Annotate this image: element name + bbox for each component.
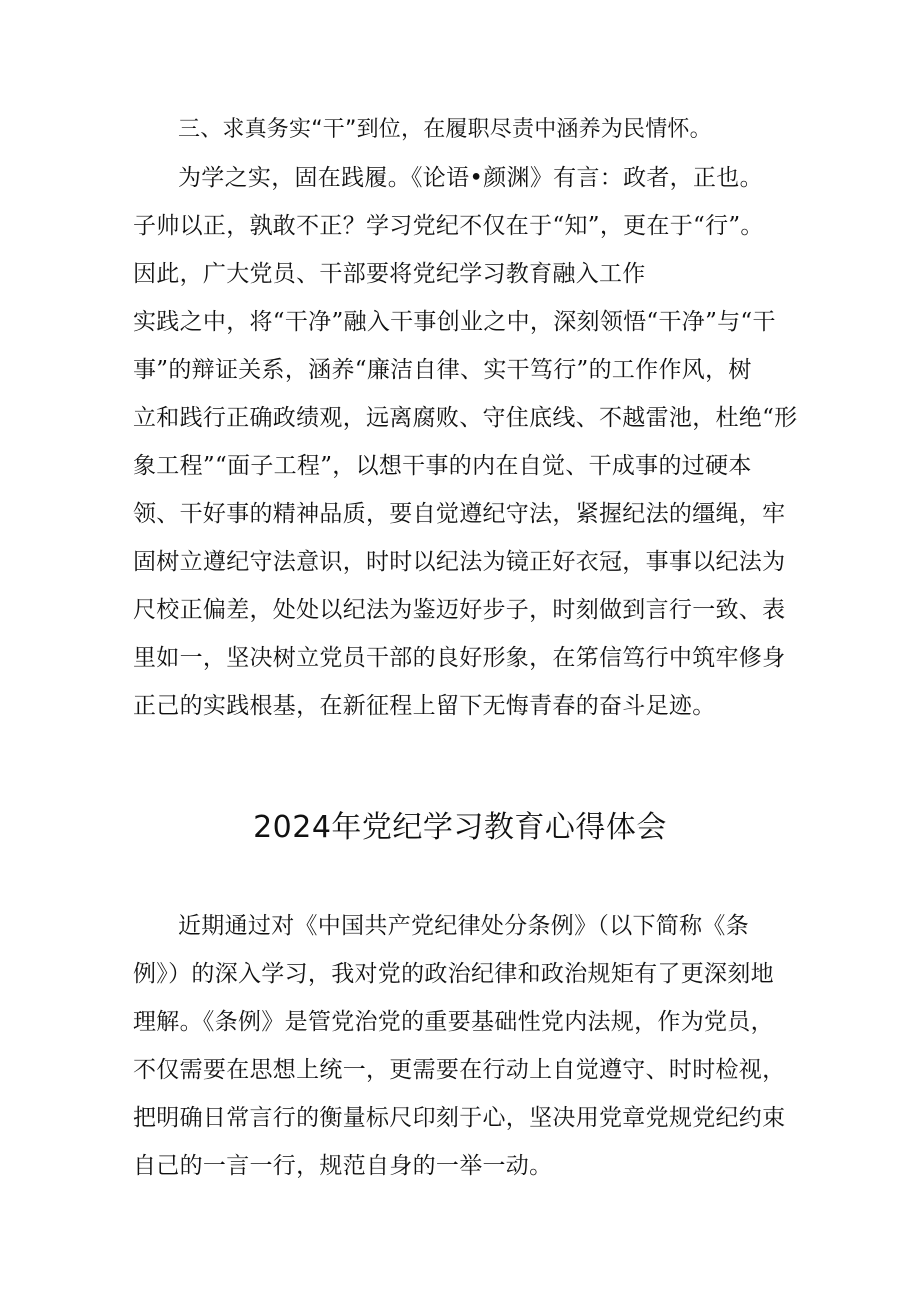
paragraph-line: 近期通过对《中国共产党纪律处分条例》（以下简称《条 (178, 913, 749, 939)
paragraph-line: 正己的实践根基，在新征程上留下无悔青春的奋斗足迹。 (133, 693, 716, 719)
paragraph-line: 把明确日常言行的衡量标尺印刻于心，坚决用党章党规党纪约束 (133, 1105, 786, 1131)
paragraph-line: 立和践行正确政绩观，远离腐败、守住底线、不越雷池，杜绝“形 (133, 405, 798, 431)
paragraph-line: 里如一，坚决树立党员干部的良好形象，在笫信笃行中筑牢修身 (133, 645, 786, 671)
paragraph-line: 尺校正偏差，处处以纪法为鉴迈好步子，时刻做到言行一致、表 (133, 597, 786, 623)
paragraph-line: 为学之实，固在践履。《论语•颜渊》有言：政者，正也。 (178, 165, 763, 191)
paragraph-line: 象工程”“面子工程”，以想干事的内在自觉、干成事的过硬本 (133, 453, 752, 479)
paragraph-line: 理解。《条例》是管党治党的重要基础性党内法规，作为党员， (133, 1009, 774, 1035)
paragraph-line: 不仅需要在思想上统一，更需要在行动上自觉遵守、时时检视， (133, 1057, 786, 1083)
paragraph-line: 事”的辩证关系，涵养“廉洁自律、实干笃行”的工作作风，树 (133, 357, 752, 383)
paragraph-line: 子帅以正，孰敢不正？学习党纪不仅在于“知”，更在于“行”。 (133, 213, 764, 239)
paragraph-line: 实践之中，将“干净”融入干事创业之中，深刻领悟“干净”与“干 (133, 309, 776, 335)
section-heading: 三、求真务实“干”到位，在履职尽责中涵养为民情怀。 (178, 117, 712, 142)
paragraph-line: 例》）的深入学习，我对党的政治纪律和政治规矩有了更深刻地 (133, 961, 774, 987)
paragraph-line: 自己的一言一行，规范自身的一举一动。 (133, 1153, 553, 1179)
paragraph-line: 领、干好事的精神品质，要自觉遵纪守法，紧握纪法的缰绳，牢 (133, 501, 786, 527)
paragraph-line: 因此，广大党员、干部要将党纪学习教育融入工作 (133, 261, 646, 287)
article-title: 2024年党纪学习教育心得体会 (253, 810, 667, 845)
paragraph-line: 固树立遵纪守法意识，时时以纪法为镜正好衣冠，事事以纪法为 (133, 549, 786, 575)
